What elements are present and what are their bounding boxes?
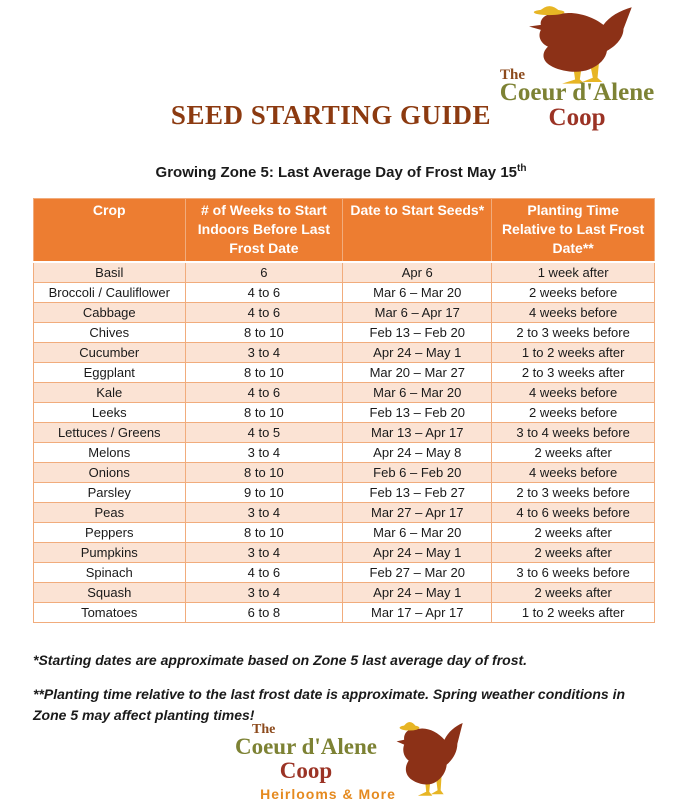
table-cell: Apr 24 – May 1 [343, 543, 492, 563]
header-line: Date** [552, 240, 594, 256]
footnote-starting-dates: *Starting dates are approximate based on Zone 5 last average day of frost. [33, 652, 528, 668]
chicken-hat-brim-icon [400, 725, 420, 730]
table-row [34, 563, 655, 583]
table-cell: Feb 13 – Feb 20 [343, 323, 492, 343]
table-cell: Lettuces / Greens [34, 423, 186, 443]
coop-logo-bottom-inner [210, 716, 472, 806]
coop-logo-bottom [0, 716, 682, 806]
col-header-crop [34, 199, 186, 263]
table-cell: Parsley [34, 483, 186, 503]
header-line: Relative to Last Frost [501, 221, 645, 237]
table-row [34, 343, 655, 363]
logo-the: The [252, 722, 276, 737]
table-row [34, 503, 655, 523]
table-cell: 8 to 10 [185, 363, 343, 383]
seed-starting-table [33, 198, 655, 623]
table-cell: Feb 13 – Feb 20 [343, 403, 492, 423]
table-cell: 3 to 4 [185, 543, 343, 563]
table-cell: Eggplant [34, 363, 186, 383]
table-cell: Apr 24 – May 8 [343, 443, 492, 463]
table-cell: Apr 6 [343, 262, 492, 283]
table-cell: 3 to 6 weeks before [492, 563, 655, 583]
chicken-icon [392, 719, 468, 799]
table-cell: 4 weeks before [492, 303, 655, 323]
table-row [34, 423, 655, 443]
logo-coop: Coop [548, 104, 606, 131]
table-cell: Mar 20 – Mar 27 [343, 363, 492, 383]
zone-subtitle-sup: th [517, 163, 527, 174]
table-cell: Feb 27 – Mar 20 [343, 563, 492, 583]
table-cell: Melons [34, 443, 186, 463]
table-body [34, 262, 655, 623]
table-cell: 8 to 10 [185, 403, 343, 423]
table-cell: 2 weeks after [492, 543, 655, 563]
logo-name: Coeur d'Alene [234, 734, 378, 759]
table-cell: 4 to 6 [185, 383, 343, 403]
table-cell: 3 to 4 [185, 583, 343, 603]
logo-tagline: Heirlooms & More [260, 786, 396, 802]
header-line: Planting Time [527, 202, 619, 218]
table-cell: 4 to 6 [185, 563, 343, 583]
table-row [34, 463, 655, 483]
footnote-planting-time: **Planting time relative to the last frost date is approximate. Spring weather conditions in Zone 5 may affect planting times! [33, 685, 626, 724]
table-row [34, 483, 655, 503]
col-header-planting-time [492, 199, 655, 263]
table-cell: Apr 24 – May 1 [343, 583, 492, 603]
table-cell: 2 weeks after [492, 523, 655, 543]
table-cell: Mar 27 – Apr 17 [343, 503, 492, 523]
table-row [34, 403, 655, 423]
logo-the: The [500, 67, 526, 83]
table-cell: Mar 6 – Mar 20 [343, 383, 492, 403]
table-header-row [34, 199, 655, 263]
table-cell: 2 weeks before [492, 403, 655, 423]
table-cell: Mar 17 – Apr 17 [343, 603, 492, 623]
chicken-icon [522, 3, 640, 87]
table-cell: 2 to 3 weeks before [492, 483, 655, 503]
table-cell: 2 to 3 weeks before [492, 323, 655, 343]
page-title: SEED STARTING GUIDE [170, 100, 492, 130]
table-cell: Cabbage [34, 303, 186, 323]
table-cell: Peppers [34, 523, 186, 543]
table-cell: Kale [34, 383, 186, 403]
table-cell: 3 to 4 [185, 343, 343, 363]
table-cell: Mar 6 – Apr 17 [343, 303, 492, 323]
table-cell: 1 to 2 weeks after [492, 603, 655, 623]
table-cell: Peas [34, 503, 186, 523]
table-row [34, 603, 655, 623]
table-cell: 8 to 10 [185, 463, 343, 483]
table-cell: Mar 6 – Mar 20 [343, 283, 492, 303]
table-cell: Cucumber [34, 343, 186, 363]
table-cell: Mar 6 – Mar 20 [343, 523, 492, 543]
table-cell: Spinach [34, 563, 186, 583]
table-cell: 3 to 4 weeks before [492, 423, 655, 443]
chicken-body-icon [529, 7, 632, 72]
table-cell: 6 [185, 262, 343, 283]
table-cell: Onions [34, 463, 186, 483]
table-cell: 2 weeks before [492, 283, 655, 303]
header-line: Date to Start Seeds* [350, 202, 485, 218]
table-cell: 4 to 6 weeks before [492, 503, 655, 523]
table-row [34, 443, 655, 463]
header-line: Frost Date [229, 240, 299, 256]
table-cell: 2 to 3 weeks after [492, 363, 655, 383]
chicken-hat-brim-icon [534, 9, 565, 15]
table-cell: 8 to 10 [185, 323, 343, 343]
table-cell: 2 weeks after [492, 583, 655, 603]
table-cell: Chives [34, 323, 186, 343]
table-cell: Feb 6 – Feb 20 [343, 463, 492, 483]
header-line: # of Weeks to Start [200, 202, 327, 218]
header-line: Crop [92, 202, 126, 218]
table-row [34, 383, 655, 403]
zone-subtitle-text: Growing Zone 5: Last Average Day of Frost May 15 [155, 164, 518, 181]
table-cell: Pumpkins [34, 543, 186, 563]
table-cell: 4 to 5 [185, 423, 343, 443]
seed-table-container [33, 198, 655, 623]
table-cell: 4 weeks before [492, 383, 655, 403]
table-row [34, 283, 655, 303]
table-cell: Tomatoes [34, 603, 186, 623]
table-cell: 3 to 4 [185, 503, 343, 523]
table-cell: Basil [34, 262, 186, 283]
table-row [34, 543, 655, 563]
table-cell: 4 weeks before [492, 463, 655, 483]
col-header-start-date [343, 199, 492, 263]
table-row [34, 303, 655, 323]
table-cell: 4 to 6 [185, 303, 343, 323]
table-cell: Leeks [34, 403, 186, 423]
logo-name: Coeur d'Alene [499, 79, 655, 106]
header-line: Indoors Before Last [197, 221, 330, 237]
table-row [34, 323, 655, 343]
logo-coop: Coop [279, 758, 333, 783]
table-cell: 1 week after [492, 262, 655, 283]
table-cell: Feb 13 – Feb 27 [343, 483, 492, 503]
table-cell: Apr 24 – May 1 [343, 343, 492, 363]
table-cell: 9 to 10 [185, 483, 343, 503]
table-row [34, 583, 655, 603]
table-cell: Squash [34, 583, 186, 603]
table-cell: Broccoli / Cauliflower [34, 283, 186, 303]
table-cell: 1 to 2 weeks after [492, 343, 655, 363]
col-header-weeks [185, 199, 343, 263]
table-cell: 4 to 6 [185, 283, 343, 303]
chicken-body-icon [397, 723, 463, 784]
table-row [34, 363, 655, 383]
table-cell: Mar 13 – Apr 17 [343, 423, 492, 443]
table-cell: 2 weeks after [492, 443, 655, 463]
table-cell: 6 to 8 [185, 603, 343, 623]
table-cell: 8 to 10 [185, 523, 343, 543]
table-cell: 3 to 4 [185, 443, 343, 463]
table-row [34, 523, 655, 543]
table-row [34, 262, 655, 283]
zone-subtitle [0, 163, 682, 181]
